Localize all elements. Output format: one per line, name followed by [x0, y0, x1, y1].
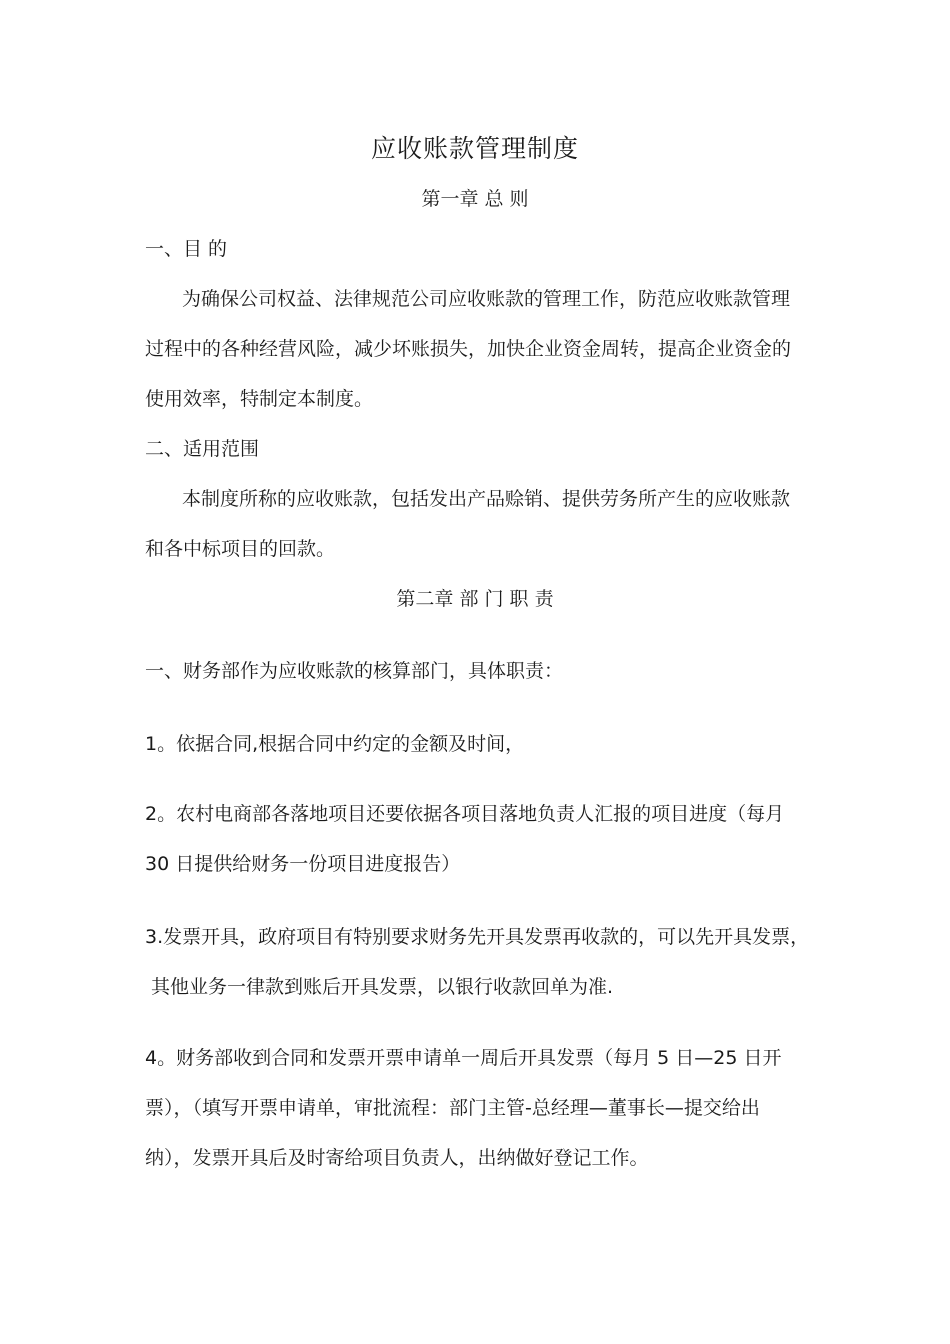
section-purpose-heading: 一、目 的: [145, 238, 228, 260]
chapter-two-heading: 第二章 部 门 职 责: [396, 588, 554, 610]
duty-item-1: 1。依据合同,根据合同中约定的金额及时间，: [145, 733, 525, 755]
finance-duty-heading: 一、财务部作为应收账款的核算部门，具体职责：: [145, 660, 564, 682]
duty-item-2-line: 2。农村电商部各落地项目还要依据各项目落地负责人汇报的项目进度（每月: [145, 803, 785, 825]
duty-item-3-line: 3.发票开具，政府项目有特别要求财务先开具发票再收款的，可以先开具发票，: [145, 926, 810, 948]
section-scope-heading: 二、适用范围: [145, 438, 260, 460]
document-title: 应收账款管理制度: [370, 134, 579, 163]
purpose-paragraph-line: 为确保公司权益、法律规范公司应收账款的管理工作，防范应收账款管理: [182, 288, 791, 310]
purpose-paragraph-line: 使用效率，特制定本制度。: [145, 388, 374, 410]
scope-paragraph-line: 本制度所称的应收账款，包括发出产品赊销、提供劳务所产生的应收账款: [182, 488, 791, 510]
duty-item-2-line: 30 日提供给财务一份项目进度报告）: [145, 853, 461, 875]
purpose-paragraph-line: 过程中的各种经营风险，减少坏账损失，加快企业资金周转，提高企业资金的: [145, 338, 792, 360]
duty-item-4-line: 4。财务部收到合同和发票开票申请单一周后开具发票（每月 5 日—25 日开: [145, 1047, 782, 1069]
duty-item-3-line: 其他业务一律款到账后开具发票，以银行收款回单为准.: [145, 976, 614, 998]
scope-paragraph-line: 和各中标项目的回款。: [145, 538, 336, 560]
duty-item-4-line: 纳），发票开具后及时寄给项目负责人，出纳做好登记工作。: [145, 1147, 649, 1169]
chapter-one-heading: 第一章 总 则: [421, 188, 529, 210]
duty-item-4-line: 票），（填写开票申请单，审批流程：部门主管-总经理—董事长—提交给出: [145, 1097, 760, 1119]
